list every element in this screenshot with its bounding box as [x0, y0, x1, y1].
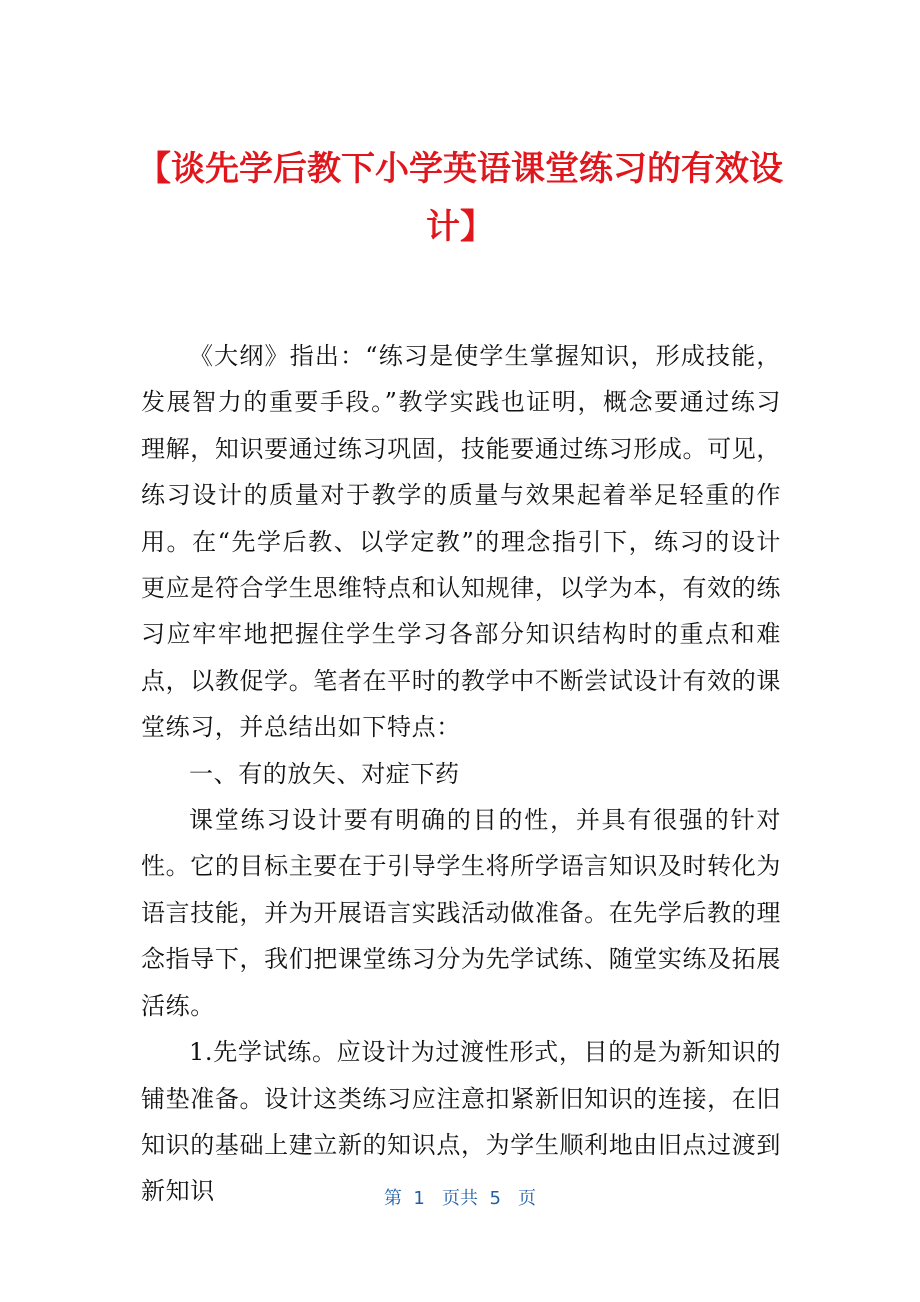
paragraph-intro: 《大纲》指出：“练习是使学生掌握知识，形成技能，发展智力的重要手段。”教学实践也证明，概念要通过练习理解，知识要通过练习巩固，技能要通过练习形成。可见，练习设计的质量对于教学的质量与效果起着举足轻重的作用。在“先学后教、以学定教”的理念指引下，练习的设计更应是符合学生思维特点和认知规律，以学为本，有效的练习应牢牢地把握住学生学习各部分知识结构时的重点和难点，以教促学。笔者在平时的教学中不断尝试设计有效的课堂练习，并总结出如下特点： [141, 342, 781, 742]
section-heading-1: 一、有的放矢、对症下药 [189, 759, 460, 788]
paragraph-section-1: 课堂练习设计要有明确的目的性，并具有很强的针对性。它的目标主要在于引导学生将所学语言知识及时转化为语言技能，并为开展语言实践活动做准备。在先学后教的理念指导下，我们把课堂练习分为先学试练、随堂实练及拓展活练。 [141, 806, 781, 1020]
document-title: 【谈先学后教下小学英语课堂练习的有效设计】 [137, 149, 783, 247]
paragraph-item-1: 1.先学试练。应设计为过渡性形式，目的是为新知识的铺垫准备。设计这类练习应注意扣紧新旧知识的连接，在旧知识的基础上建立新的知识点，为学生顺利地由旧点过渡到新知识 [141, 1038, 781, 1206]
page-footer: 第 1 页共 5 页 [383, 1188, 537, 1209]
document-body [141, 333, 781, 1215]
